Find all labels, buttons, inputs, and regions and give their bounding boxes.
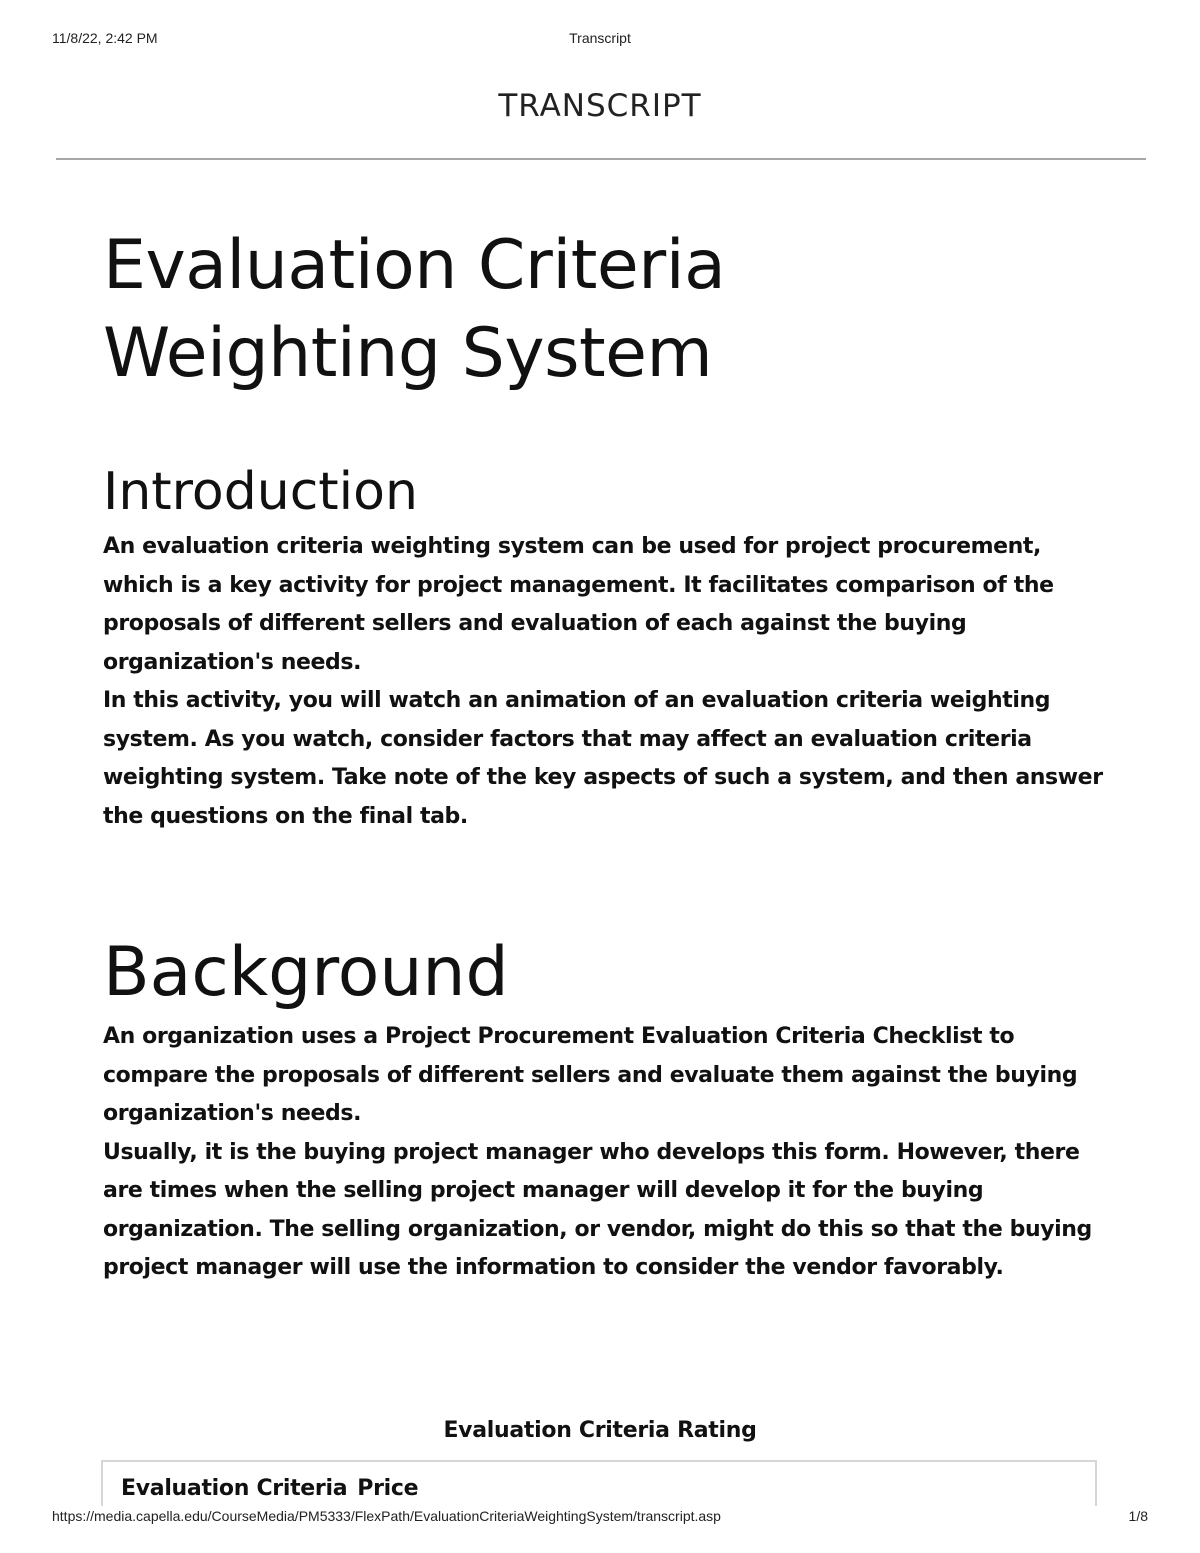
print-header (0, 30, 1200, 50)
background-paragraph-1: An organization uses a Project Procurement Evaluation Criteria Checklist to compare the proposals of different sellers and evaluate them against the buying organization's needs. (103, 1024, 1078, 1126)
rating-table-caption: Evaluation Criteria Rating (443, 1418, 757, 1443)
document-title-line-2: Weighting System (103, 314, 713, 393)
introduction-heading: Introduction (103, 462, 418, 522)
document-content (103, 222, 1103, 1288)
print-footer (0, 1506, 1200, 1526)
print-url: https://media.capella.edu/CourseMedia/PM5333/FlexPath/EvaluationCriteriaWeightingSystem/transcript.asp (52, 1508, 721, 1524)
header-divider (56, 158, 1146, 160)
print-page-number: 1/8 (1128, 1508, 1148, 1524)
introduction-paragraph-1: An evaluation criteria weighting system can be used for project procurement, which is a key activity for project management. It facilitates comparison of the proposals of different sellers and evaluation of each against the buying organization's needs. (103, 534, 1054, 675)
print-page-title: Transcript (569, 30, 631, 46)
background-paragraph-2: Usually, it is the buying project manager who develops this form. However, there are times when the selling project manager will develop it for the buying organization. The selling organization, or vendor, might do this so that the buying project manager will use the information to consider the vendor favorably. (103, 1139, 1092, 1280)
document-title-line-1: Evaluation Criteria (103, 226, 726, 305)
print-date: 11/8/22, 2:42 PM (52, 30, 158, 46)
document-title (103, 222, 1103, 398)
introduction-paragraph-2: In this activity, you will watch an animation of an evaluation criteria weighting system. As you watch, consider factors that may affect an evaluation criteria weighting system. Take note of the key aspects of such a system, and then answer the questions on the final tab. (103, 688, 1103, 829)
table-header-row (121, 1476, 418, 1501)
table-header-label: Evaluation Criteria (121, 1476, 348, 1501)
transcript-label: TRANSCRIPT (498, 88, 702, 124)
table-header-value: Price (357, 1476, 419, 1501)
background-heading: Background (103, 933, 509, 1012)
